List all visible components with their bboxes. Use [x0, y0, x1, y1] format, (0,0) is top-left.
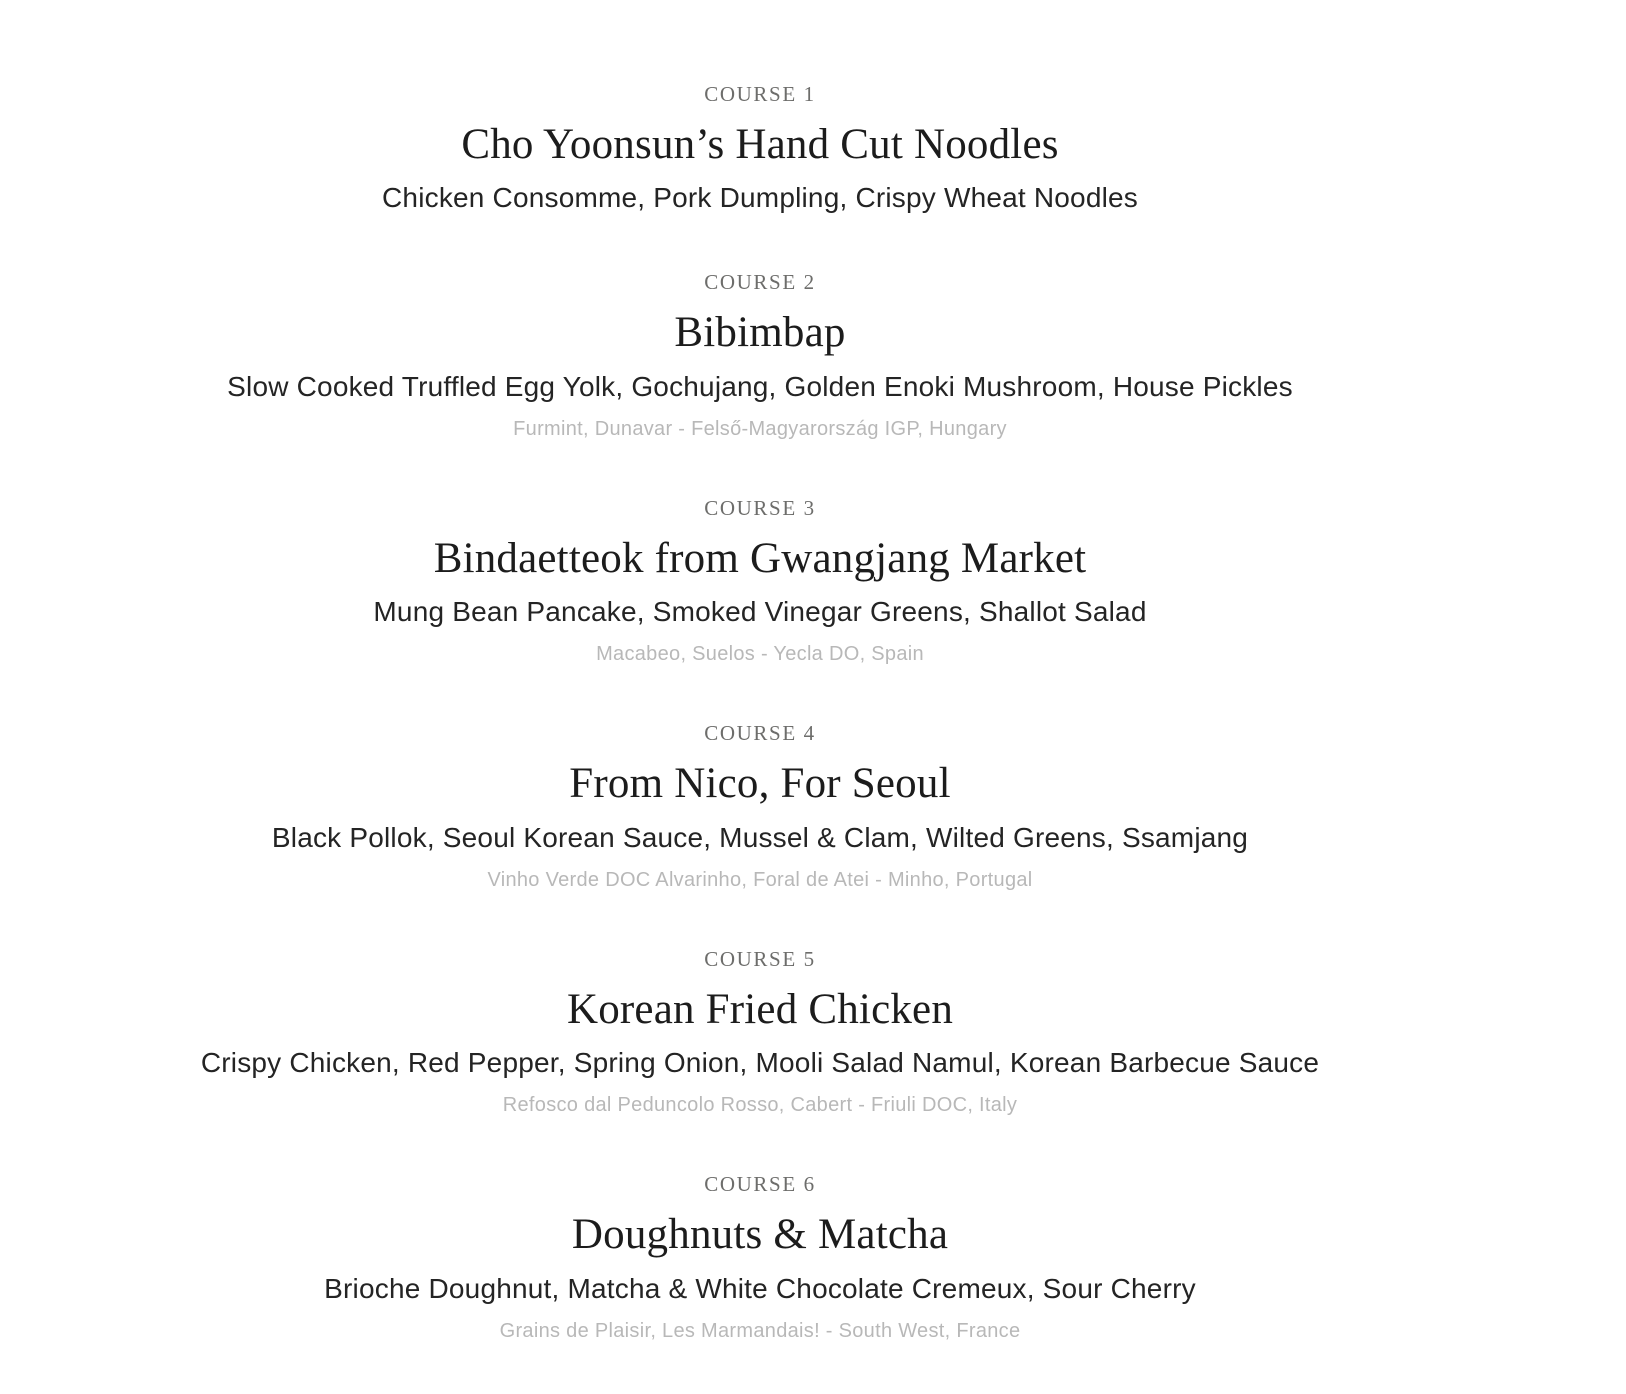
- wine-pairing: Grains de Plaisir, Les Marmandais! - South West, France: [499, 1319, 1021, 1342]
- wine-pairing: Vinho Verde DOC Alvarinho, Foral de Atei - Minho, Portugal: [487, 868, 1033, 891]
- course-label: COURSE 5: [704, 946, 816, 971]
- course-section: [0, 946, 1520, 1117]
- course-section: [0, 1174, 1520, 1342]
- wine-pairing: Macabeo, Suelos - Yecla DO, Spain: [596, 643, 924, 666]
- course-label: COURSE 2: [704, 270, 816, 295]
- course-description: Chicken Consomme, Pork Dumpling, Crispy Wheat Noodles: [382, 182, 1138, 214]
- course-section: [0, 272, 1520, 440]
- course-label: COURSE 6: [704, 1172, 816, 1197]
- course-description: Crispy Chicken, Red Pepper, Spring Onion, Mooli Salad Namul, Korean Barbecue Sauce: [200, 1047, 1320, 1079]
- course-description: Brioche Doughnut, Matcha & White Chocolate Cremeux, Sour Cherry: [324, 1272, 1196, 1304]
- course-description: Black Pollok, Seoul Korean Sauce, Mussel & Clam, Wilted Greens, Ssamjang: [271, 821, 1249, 853]
- course-description: Slow Cooked Truffled Egg Yolk, Gochujang, Golden Enoki Mushroom, House Pickles: [227, 370, 1293, 402]
- course-title: Cho Yoonsun’s Hand Cut Noodles: [461, 121, 1059, 168]
- course-label: COURSE 4: [704, 721, 816, 746]
- course-description: Mung Bean Pancake, Smoked Vinegar Greens, Shallot Salad: [373, 596, 1147, 628]
- wine-pairing: Refosco dal Peduncolo Rosso, Cabert - Friuli DOC, Italy: [502, 1094, 1018, 1117]
- course-title: Bindaetteok from Gwangjang Market: [433, 534, 1087, 582]
- course-title: Bibimbap: [674, 309, 846, 357]
- course-section: [0, 723, 1520, 891]
- course-title: Doughnuts & Matcha: [571, 1211, 949, 1259]
- wine-pairing: Furmint, Dunavar - Felső-Magyarország IGP, Hungary: [513, 417, 1007, 440]
- course-label: COURSE 1: [704, 82, 816, 106]
- course-section: [0, 84, 1520, 215]
- course-title: Korean Fried Chicken: [566, 985, 954, 1033]
- course-section: [0, 495, 1520, 666]
- course-label: COURSE 3: [704, 495, 816, 520]
- course-title: From Nico, For Seoul: [569, 760, 951, 808]
